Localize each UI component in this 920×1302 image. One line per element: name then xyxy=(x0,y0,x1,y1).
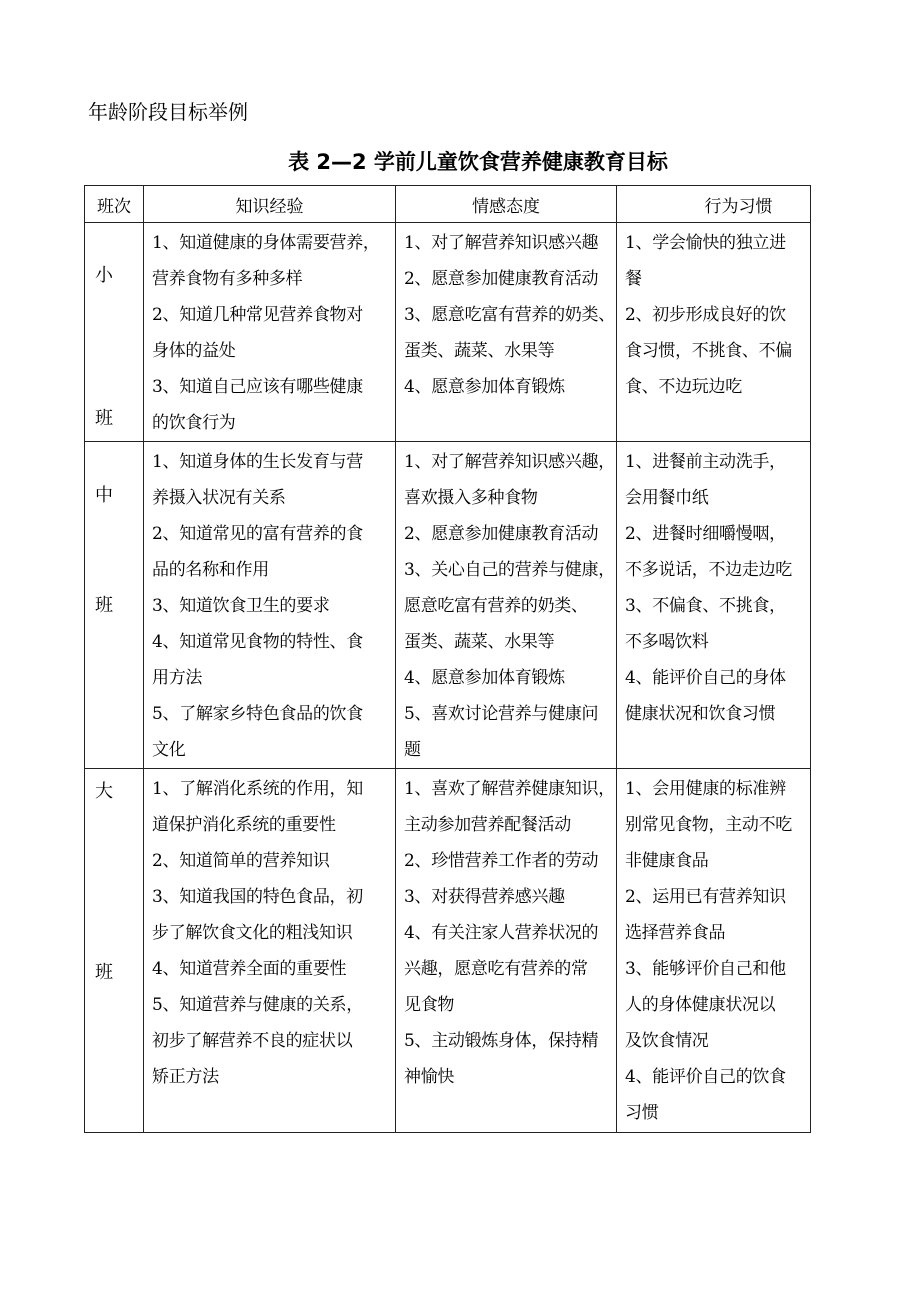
behavior-line: 3、能够评价自己和他 xyxy=(625,959,786,979)
attitude-line: 4、愿意参加体育锻炼 xyxy=(404,377,565,397)
knowledge-line: 文化 xyxy=(152,740,186,760)
knowledge-line: 2、知道常见的富有营养的食 xyxy=(152,524,363,544)
knowledge-line: 4、知道常见食物的特性、食 xyxy=(152,632,363,652)
attitude-line: 神愉快 xyxy=(404,1067,455,1087)
table-row xyxy=(85,442,811,769)
behavior-line: 及饮食情况 xyxy=(625,1031,709,1051)
knowledge-line: 5、知道营养与健康的关系， xyxy=(152,995,363,1015)
behavior-line: 选择营养食品 xyxy=(625,923,726,943)
attitude-line: 兴趣，愿意吃有营养的常 xyxy=(404,959,588,979)
behavior-line: 1、学会愉快的独立进 xyxy=(625,233,786,253)
knowledge-line: 5、了解家乡特色食品的饮食 xyxy=(152,704,363,724)
knowledge-line: 3、知道我国的特色食品，初 xyxy=(152,887,363,907)
behavior-line: 2、进餐时细嚼慢咽， xyxy=(625,524,786,544)
attitude-line: 4、愿意参加体育锻炼 xyxy=(404,668,565,688)
behavior-line: 2、运用已有营养知识 xyxy=(625,887,786,907)
knowledge-line: 1、知道身体的生长发育与营 xyxy=(152,452,363,472)
attitude-line: 蛋类、蔬菜、水果等 xyxy=(404,341,555,361)
attitude-line: 3、对获得营养感兴趣 xyxy=(404,887,565,907)
behavior-line: 不多说话，不边走边吃 xyxy=(625,560,792,580)
attitude-line: 3、关心自己的营养与健康， xyxy=(404,560,615,580)
attitude-line: 4、有关注家人营养状况的 xyxy=(404,923,599,943)
behavior-line: 食习惯，不挑食、不偏 xyxy=(625,341,792,361)
class-label-char: 小 xyxy=(95,265,113,286)
behavior-line: 食、不边玩边吃 xyxy=(625,377,742,397)
knowledge-line: 4、知道营养全面的重要性 xyxy=(152,959,347,979)
table-header-row xyxy=(85,186,811,223)
knowledge-line: 1、知道健康的身体需要营养， xyxy=(152,233,380,253)
header-behavior: 行为习惯 xyxy=(617,186,811,223)
attitude-line: 2、愿意参加健康教育活动 xyxy=(404,269,599,289)
knowledge-line: 身体的益处 xyxy=(152,341,236,361)
knowledge-line: 养摄入状况有关系 xyxy=(152,488,286,508)
behavior-cell xyxy=(617,223,811,442)
section-heading: 年龄阶段目标举例 xyxy=(88,100,248,124)
header-knowledge: 知识经验 xyxy=(144,186,396,223)
attitude-cell xyxy=(396,223,617,442)
table-caption: 表 2—2 学前儿童饮食营养健康教育目标 xyxy=(288,150,668,174)
knowledge-line: 初步了解营养不良的症状以 xyxy=(152,1031,353,1051)
behavior-line: 非健康食品 xyxy=(625,851,709,871)
knowledge-line: 2、知道几种常见营养食物对 xyxy=(152,305,363,325)
class-label-char: 大 xyxy=(95,781,113,802)
class-cell xyxy=(85,223,144,442)
behavior-line: 会用餐巾纸 xyxy=(625,488,709,508)
attitude-line: 1、对了解营养知识感兴趣， xyxy=(404,452,615,472)
behavior-line: 习惯 xyxy=(625,1103,659,1123)
attitude-cell xyxy=(396,769,617,1133)
knowledge-line: 道保护消化系统的重要性 xyxy=(152,815,336,835)
attitude-line: 1、喜欢了解营养健康知识， xyxy=(404,779,615,799)
knowledge-cell xyxy=(144,769,396,1133)
behavior-line: 2、初步形成良好的饮 xyxy=(625,305,786,325)
knowledge-line: 3、知道自己应该有哪些健康 xyxy=(152,377,363,397)
behavior-cell xyxy=(617,769,811,1133)
nutrition-goals-table xyxy=(84,185,811,1133)
attitude-line: 2、珍惜营养工作者的劳动 xyxy=(404,851,599,871)
behavior-line: 餐 xyxy=(625,269,642,289)
knowledge-line: 2、知道简单的营养知识 xyxy=(152,851,330,871)
knowledge-cell xyxy=(144,223,396,442)
attitude-line: 3、愿意吃富有营养的奶类、 xyxy=(404,305,615,325)
attitude-line: 题 xyxy=(404,740,421,760)
knowledge-line: 营养食物有多种多样 xyxy=(152,269,303,289)
attitude-cell xyxy=(396,442,617,769)
behavior-cell xyxy=(617,442,811,769)
header-class: 班次 xyxy=(85,186,144,223)
knowledge-cell xyxy=(144,442,396,769)
header-attitude: 情感态度 xyxy=(396,186,617,223)
attitude-line: 主动参加营养配餐活动 xyxy=(404,815,571,835)
behavior-line: 别常见食物，主动不吃 xyxy=(625,815,792,835)
behavior-line: 不多喝饮料 xyxy=(625,632,709,652)
behavior-line: 3、不偏食、不挑食， xyxy=(625,596,786,616)
knowledge-line: 矫正方法 xyxy=(152,1067,219,1087)
knowledge-line: 步了解饮食文化的粗浅知识 xyxy=(152,923,353,943)
attitude-line: 愿意吃富有营养的奶类、 xyxy=(404,596,588,616)
attitude-line: 蛋类、蔬菜、水果等 xyxy=(404,632,555,652)
knowledge-line: 1、了解消化系统的作用，知 xyxy=(152,779,363,799)
table-row xyxy=(85,769,811,1133)
behavior-line: 1、会用健康的标准辨 xyxy=(625,779,786,799)
behavior-line: 1、进餐前主动洗手， xyxy=(625,452,786,472)
attitude-line: 2、愿意参加健康教育活动 xyxy=(404,524,599,544)
class-label-char: 班 xyxy=(95,595,113,616)
attitude-line: 见食物 xyxy=(404,995,455,1015)
knowledge-line: 的饮食行为 xyxy=(152,413,236,433)
behavior-line: 健康状况和饮食习惯 xyxy=(625,704,776,724)
knowledge-line: 3、知道饮食卫生的要求 xyxy=(152,596,330,616)
behavior-line: 人的身体健康状况以 xyxy=(625,995,776,1015)
knowledge-line: 用方法 xyxy=(152,668,203,688)
behavior-line: 4、能评价自己的饮食 xyxy=(625,1067,786,1087)
attitude-line: 1、对了解营养知识感兴趣 xyxy=(404,233,599,253)
class-label-char: 班 xyxy=(95,962,113,983)
attitude-line: 5、主动锻炼身体，保持精 xyxy=(404,1031,599,1051)
behavior-line: 4、能评价自己的身体 xyxy=(625,668,786,688)
class-cell xyxy=(85,442,144,769)
class-label-char: 中 xyxy=(95,485,113,506)
knowledge-line: 品的名称和作用 xyxy=(152,560,269,580)
attitude-line: 喜欢摄入多种食物 xyxy=(404,488,538,508)
attitude-line: 5、喜欢讨论营养与健康问 xyxy=(404,704,599,724)
table-row xyxy=(85,223,811,442)
class-label-char: 班 xyxy=(95,408,113,429)
class-cell xyxy=(85,769,144,1133)
